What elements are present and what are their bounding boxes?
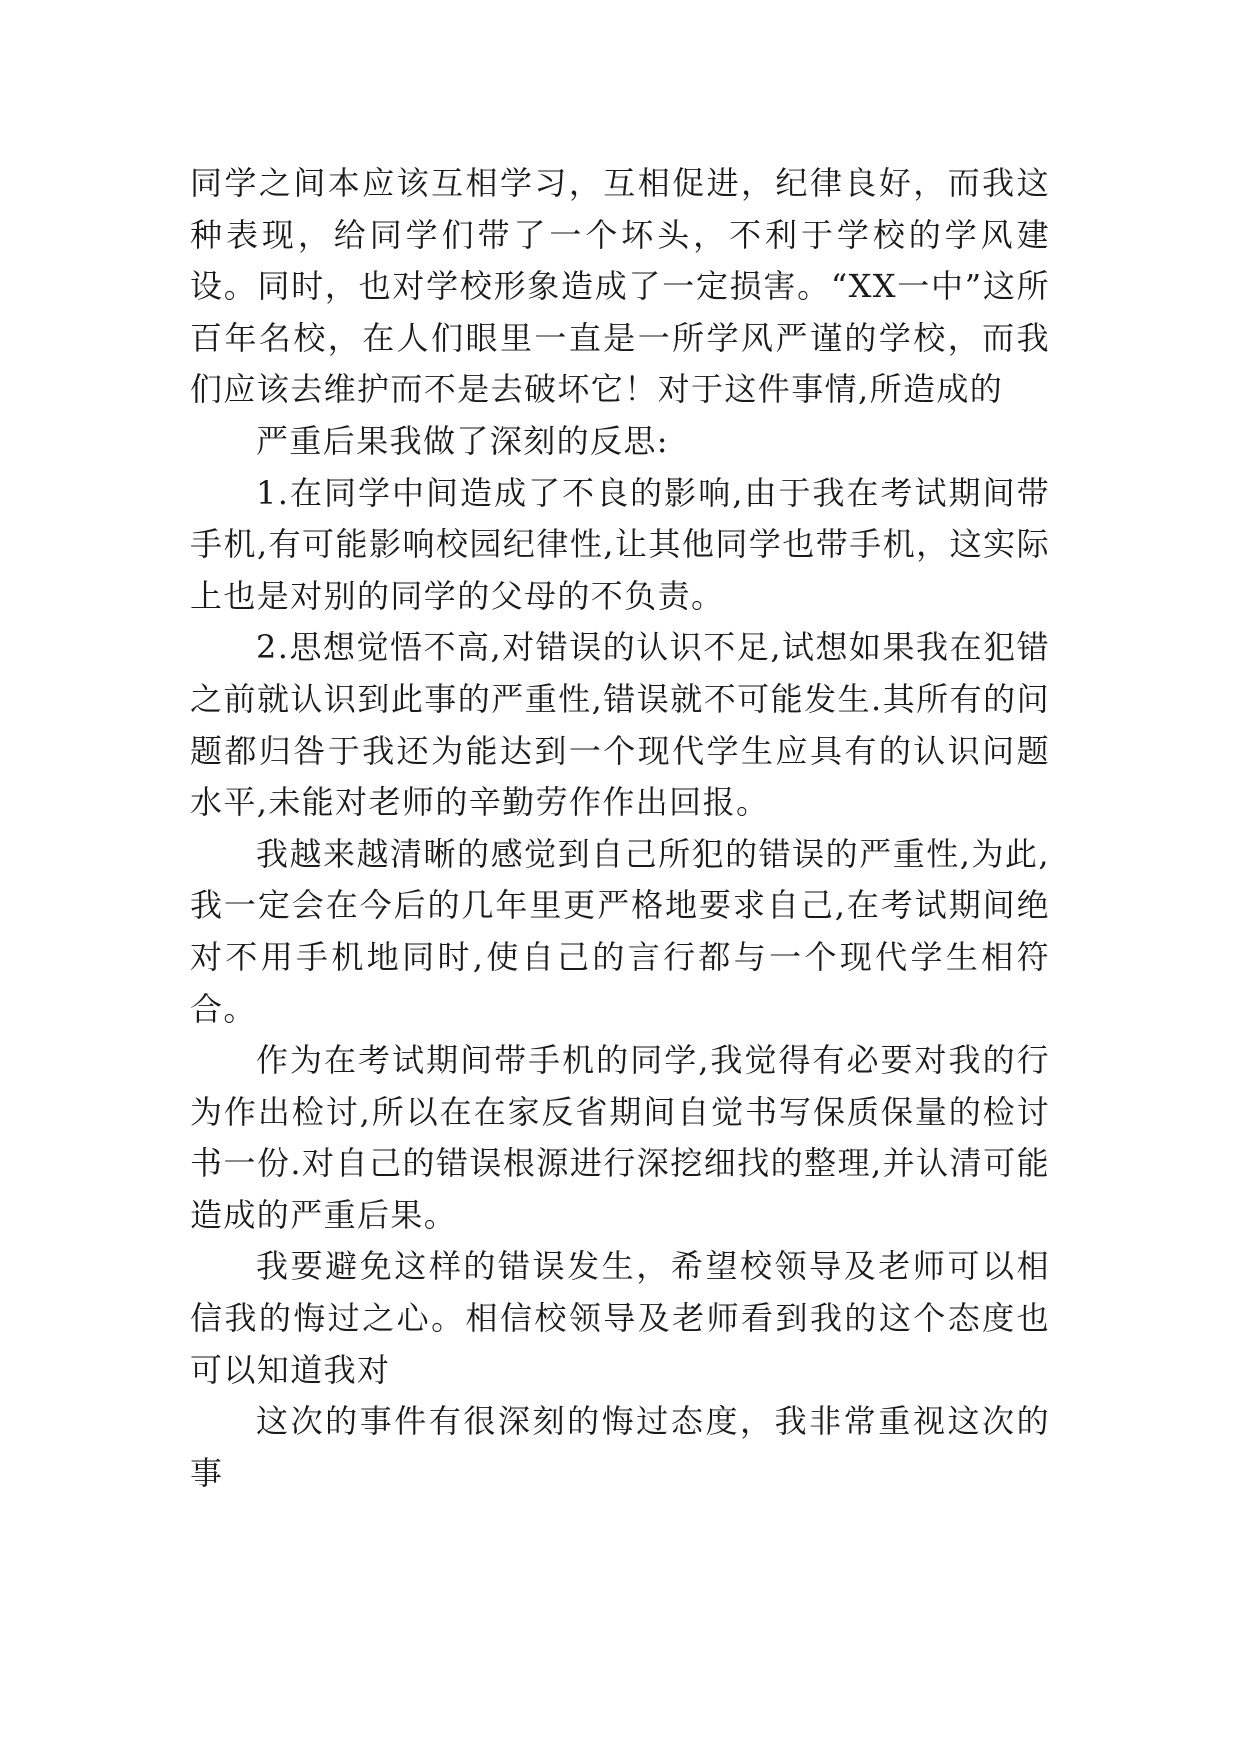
paragraph-point-1: 1.在同学中间造成了不良的影响,由于我在考试期间带手机,有可能影响校园纪律性,让其他同学也带手机，这实际上也是对别的同学的父母的不负责。 <box>190 473 1050 615</box>
paragraph-closing: 这次的事件有很深刻的悔过态度，我非常重视这次的事 <box>190 1402 1050 1492</box>
paragraph-point-2: 2.思想觉悟不高,对错误的认识不足,试想如果我在犯错之前就认识到此事的严重性,错误就不可能发生.其所有的问题都归咎于我还为能达到一个现代学生应具有的认识问题水平,未能对老师的辛勤劳作作出回报。 <box>190 628 1050 822</box>
paragraph-self-review: 作为在考试期间带手机的同学,我觉得有必要对我的行为作出检讨,所以在在家反省期间自觉书写保质保量的检讨书一份.对自己的错误根源进行深挖细找的整理,并认清可能造成的严重后果。 <box>190 1041 1050 1234</box>
paragraph-commitment: 我越来越清晰的感觉到自己所犯的错误的严重性,为此,我一定会在今后的几年里更严格地要求自己,在考试期间绝对不用手机地同时,使自己的言行都与一个现代学生相符合。 <box>190 834 1050 1028</box>
document-body <box>190 158 1050 1499</box>
paragraph-reflection-intro: 严重后果我做了深刻的反思: <box>256 421 669 460</box>
paragraph-continuation: 同学之间本应该互相学习，互相促进，纪律良好，而我这种表现，给同学们带了一个坏头，不利于学校的学风建设。同时，也对学校形象造成了一定损害。“XX一中”这所百年名校，在人们眼里一直是一所学风严谨的学校，而我们应该去维护而不是去破坏它！对于这件事情,所造成的 <box>190 164 1050 409</box>
paragraph-request: 我要避免这样的错误发生，希望校领导及老师可以相信我的悔过之心。相信校领导及老师看到我的这个态度也可以知道我对 <box>190 1247 1050 1389</box>
